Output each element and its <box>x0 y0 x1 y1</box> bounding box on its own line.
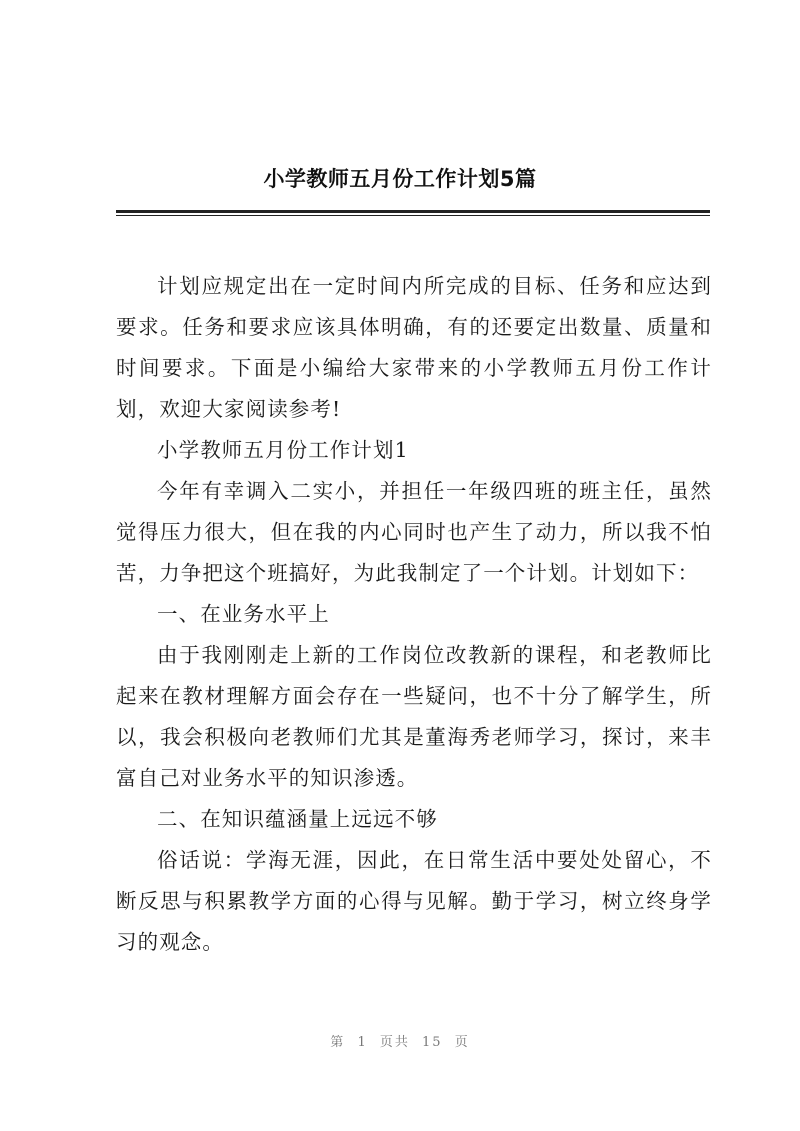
total-pages-number: 15 <box>422 1035 443 1050</box>
footer-suffix: 页 <box>454 1035 470 1050</box>
document-title: 小学教师五月份工作计划5篇 <box>263 167 537 191</box>
subsection-heading: 一、在业务水平上 <box>157 602 330 626</box>
intro-paragraph: 计划应规定出在一定时间内所完成的目标、任务和应达到要求。任务和要求应该具体明确，有的还要定出数量、质量和时间要求。下面是小编给大家带来的小学教师五月份工作计划，欢迎大家阅读参考! <box>116 274 712 421</box>
subsection-heading: 二、在知识蕴涵量上远远不够 <box>157 807 438 831</box>
body-paragraph: 由于我刚刚走上新的工作岗位改教新的课程，和老教师比起来在教材理解方面会存在一些疑问，也不十分了解学生，所以，我会积极向老教师们尤其是董海秀老师学习，探讨，来丰富自己对业务水平的知识渗透。 <box>116 643 712 790</box>
footer-prefix: 第 <box>330 1035 346 1050</box>
page-footer <box>0 1031 800 1050</box>
body-paragraph: 俗话说：学海无涯，因此，在日常生活中要处处留心，不断反思与积累教学方面的心得与见解。勤于学习，树立终身学习的观念。 <box>116 848 712 954</box>
title-divider-thin <box>116 215 710 216</box>
current-page-number: 1 <box>357 1035 368 1050</box>
body-paragraph: 今年有幸调入二实小，并担任一年级四班的班主任，虽然觉得压力很大，但在我的内心同时也产生了动力，所以我不怕苦，力争把这个班搞好，为此我制定了一个计划。计划如下： <box>116 479 712 585</box>
section-heading-plan-1: 小学教师五月份工作计划1 <box>157 438 409 462</box>
title-divider <box>116 210 710 213</box>
document-body <box>116 266 712 963</box>
footer-middle: 页共 <box>379 1035 410 1050</box>
